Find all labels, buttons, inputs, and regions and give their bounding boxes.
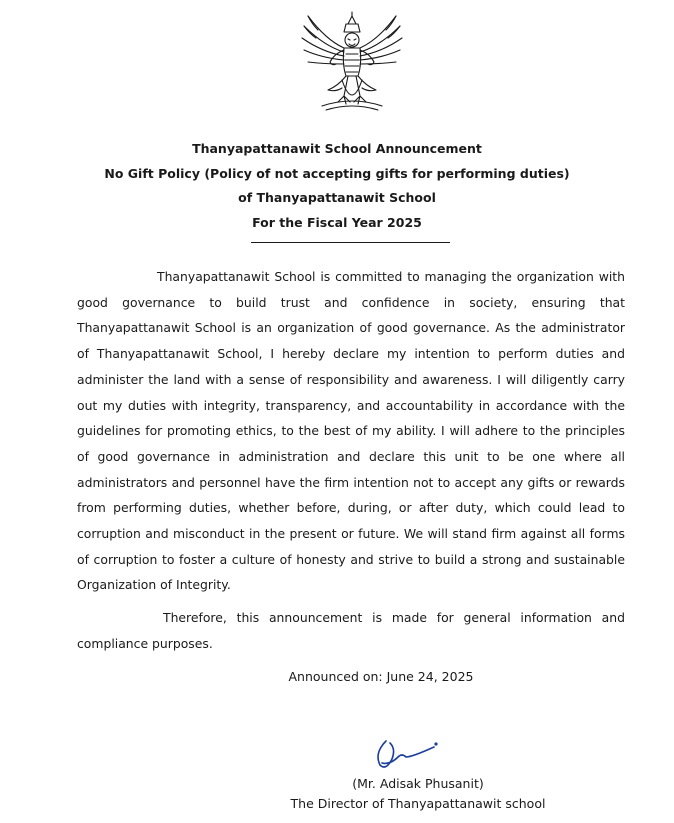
handwritten-signature-icon [372,735,442,775]
announced-date: Announced on: June 24, 2025 [288,669,474,684]
garuda-emblem-icon [298,10,406,116]
heading-line-2: No Gift Policy (Policy of not accepting gifts for performing duties) [104,165,570,181]
signer-title: The Director of Thanyapattanawit school [290,796,546,811]
body-paragraph-1: Thanyapattanawit School is committed to managing the organization with good governance to build trust and confidence in society, ensuring that Thanyapattanawit School is an organization of good governance. As the administrator of Thanyapattanawit School, I hereby declare my intention to perform duties and administer the land with a sense of responsibility and awareness. I will diligently carry out my duties with integrity, transparency, and accountability in accordance with the guidelines for promoting ethics, to the best of my ability. I will adhere to the principles of good governance in administration and declare this unit to be one where all administrators and personnel have the firm intention not to accept any gifts or rewards from performing duties, whether before, during, or after duty, which could lead to corruption and misconduct in the present or future. We will stand firm against all forms of corruption to foster a culture of honesty and strive to build a strong and sustainable Organization of Integrity. [77,269,625,593]
body-paragraph-2: Therefore, this announcement is made for general information and compliance purposes. [77,610,625,651]
signer-block [188,774,648,814]
announcement-body [77,264,625,657]
heading-line-4: For the Fiscal Year 2025 [252,214,422,230]
announcement-heading [0,137,674,235]
heading-line-1: Thanyapattanawit School Announcement [192,141,482,156]
signer-name: (Mr. Adisak Phusanit) [352,776,484,791]
heading-divider [251,242,450,243]
heading-line-3: of Thanyapattanawit School [238,190,436,205]
